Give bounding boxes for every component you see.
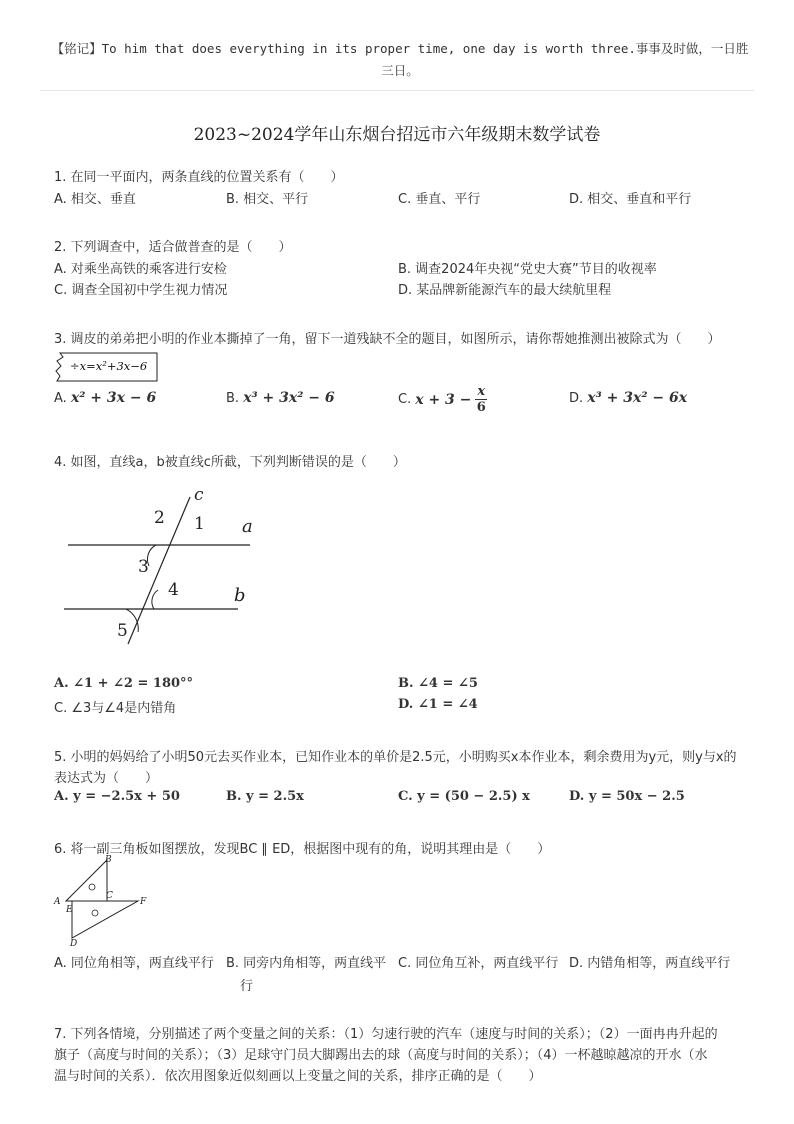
q4-option-d[interactable]: D. ∠1 = ∠4 [398,697,478,712]
fraction-numerator: x [477,384,486,399]
q2-stem: 2. 下列调查中，适合做普查的是（ ） [54,240,292,255]
q3-option-b[interactable] [226,390,335,406]
q1-option-c[interactable]: C. 垂直、平行 [398,192,481,207]
label-E: E [66,905,73,915]
q5-option-a[interactable]: A. y = −2.5x + 50 [54,789,180,804]
q3-option-c-expr: x + 3 − [415,391,472,408]
label-a: a [242,516,253,537]
label-b: b [234,585,246,606]
label-C: C [106,891,113,901]
q3-stem: 3. 调皮的弟弟把小明的作业本撕掉了一角，留下一道残缺不全的题目，如图所示，请你帮她推测出被除式为（ ） [54,332,721,347]
q2-option-c[interactable]: C. 调查全国初中学生视力情况 [54,283,228,298]
label-c: c [194,485,204,505]
motto-line-1: 【铭记】To him that does everything in its proper time, one day is worth three.事事及时做，一日胜 [51,41,749,56]
fraction-denominator: 6 [476,400,486,415]
q3-option-d-label: D. [569,391,584,406]
q3-option-d-expr: x³ + 3x² − 6x [587,390,688,406]
label-A: A [54,897,61,907]
label-B: B [105,855,112,865]
label-D: D [70,939,78,948]
page-title: 2023~2024学年山东烟台招远市六年级期末数学试卷 [193,125,601,145]
q2-option-b[interactable]: B. 调查2024年央视“党史大赛”节目的收视率 [398,262,657,277]
q3-option-c-fraction [475,384,487,415]
q5-option-c[interactable]: C. y = (50 − 2.5) x [398,789,530,804]
q7-stem-line-1: 7. 下列各情境，分别描述了两个变量之间的关系：（1）匀速行驶的汽车（速度与时间的关系）；（2）一面冉冉升起的 [54,1027,718,1042]
q4-option-a[interactable]: A. ∠1 + ∠2 = 180°° [54,676,194,691]
q2-option-a[interactable]: A. 对乘坐高铁的乘客进行安检 [54,262,227,277]
q3-option-c-label: C. [398,392,412,407]
q3-option-b-label: B. [226,391,240,406]
q6-option-d[interactable]: D. 内错角相等，两直线平行 [569,956,731,971]
q6-option-a[interactable]: A. 同位角相等，两直线平行 [54,956,214,971]
q3-option-a[interactable] [54,390,156,406]
q1-stem: 1. 在同一平面内，两条直线的位置关系有（ ） [54,170,344,185]
q5-stem-line-1: 5. 小明的妈妈给了小明50元去买作业本，已知作业本的单价是2.5元，小明购买x本作业本，剩余费用为y元，则y与x的 [54,750,737,765]
angle-label-1: 1 [194,514,205,534]
q3-option-a-label: A. [54,391,67,406]
q4-option-c[interactable]: C. ∠3与∠4是内错角 [54,701,177,716]
q6-option-b-line-1: B. 同旁内角相等，两直线平 [226,956,387,971]
label-F: F [140,897,147,907]
q3-option-b-expr: x³ + 3x² − 6 [243,390,335,406]
angle-label-4: 4 [168,580,179,600]
q2-option-d[interactable]: D. 某品牌新能源汽车的最大续航里程 [398,283,612,298]
q5-option-d[interactable]: D. y = 50x − 2.5 [569,789,685,804]
q6-stem: 6. 将一副三角板如图摆放，发现BC ∥ ED，根据图中现有的角，说明其理由是（ ） [54,842,551,857]
q1-option-a[interactable]: A. 相交、垂直 [54,192,136,207]
torn-paper-text: ÷x=x²+3x−6 [70,359,148,373]
q6-option-b[interactable] [226,952,386,994]
motto-line-2: 三日。 [381,63,419,78]
divider [40,90,754,91]
q1-option-b[interactable]: B. 相交、平行 [226,192,309,207]
q1-option-d[interactable]: D. 相交、垂直和平行 [569,192,692,207]
motto [40,38,760,82]
q7-stem-line-3: 温与时间的关系）．依次用图象近似刻画以上变量之间的关系，排序正确的是（ ） [54,1069,542,1084]
q5-option-b[interactable]: B. y = 2.5x [226,789,304,804]
q6-option-c[interactable]: C. 同位角互补，两直线平行 [398,956,559,971]
q6-option-b-line-2: 行 [240,979,254,994]
angle-label-5: 5 [117,621,128,641]
q5-stem-line-2: 表达式为（ ） [54,771,159,786]
angle-label-3: 3 [138,557,149,577]
q3-option-d[interactable] [569,390,687,406]
q4-option-b[interactable]: B. ∠4 = ∠5 [398,676,478,691]
q3-option-a-expr: x² + 3x − 6 [70,390,157,406]
torn-paper-figure [54,352,158,382]
transversal-figure [54,480,274,664]
triangle-set-figure [50,852,160,952]
q4-stem: 4. 如图，直线a，b被直线c所截，下列判断错误的是（ ） [54,455,406,470]
angle-label-2: 2 [154,508,165,528]
q7-stem-line-2: 旗子（高度与时间的关系）；（3）足球守门员大脚踢出去的球（高度与时间的关系）；（4）一杯越晾越凉的开水（水 [54,1048,708,1063]
q3-option-c[interactable] [398,384,487,415]
